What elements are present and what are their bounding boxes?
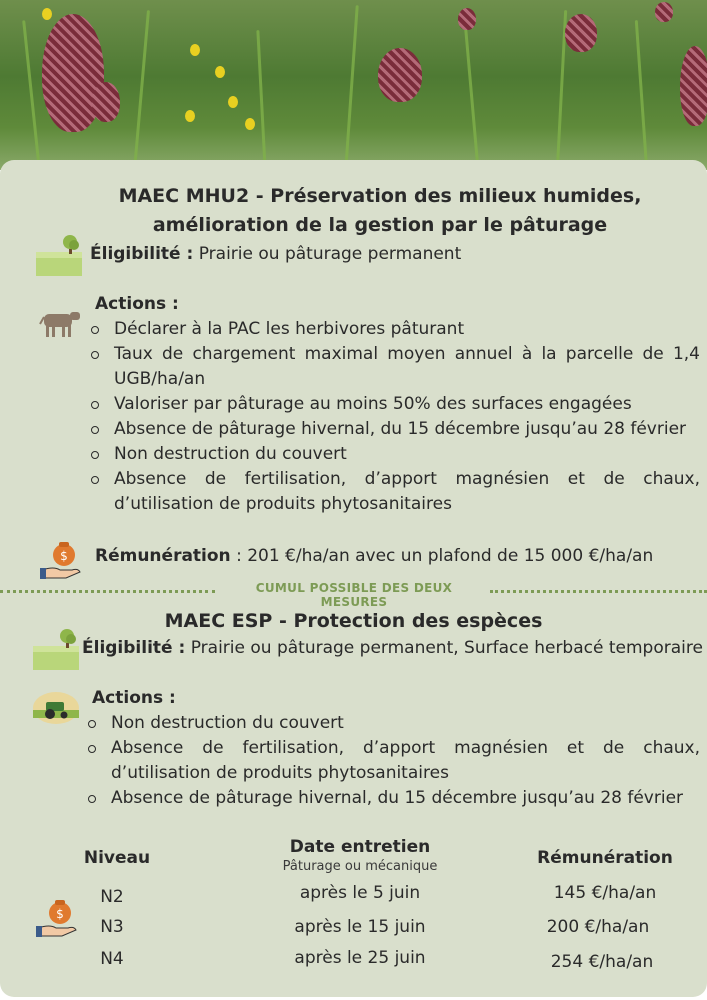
svg-text:$: $ <box>56 907 64 921</box>
cow-icon <box>38 308 82 338</box>
table-cell-niveau: N2 <box>100 887 124 907</box>
divider-left <box>0 590 215 593</box>
list-item: Absence de pâturage hivernal, du 15 décembre jusqu’au 28 février <box>83 786 700 811</box>
list-item: Taux de chargement maximal moyen annuel à la parcelle de 1,4 UGB/ha/an <box>86 342 700 392</box>
list-item: Absence de fertilisation, d’apport magnésien et de chaux, d’utilisation de produits phytosanitaires <box>86 467 700 517</box>
esp-title: MAEC ESP - Protection des espèces <box>164 610 543 632</box>
mhu2-eligibility: Éligibilité : Prairie ou pâturage permanent <box>90 244 462 264</box>
esp-actions-label: Actions : <box>92 688 176 708</box>
table-header-date: Date entretien <box>289 837 431 857</box>
table-header-date-sub: Pâturage ou mécanique <box>282 859 438 874</box>
list-item: Non destruction du couvert <box>83 711 700 736</box>
mhu2-title: MAEC MHU2 - Préservation des milieux humides, amélioration de la gestion par le pâturage <box>118 185 642 236</box>
table-cell-remuneration: 145 €/ha/an <box>553 883 657 903</box>
table-cell-date: après le 15 juin <box>294 917 426 937</box>
mhu2-remuneration: Rémunération : 201 €/ha/an avec un plafond de 15 000 €/ha/an <box>95 546 654 566</box>
list-item: Non destruction du couvert <box>86 442 700 467</box>
meadow-icon <box>36 234 82 276</box>
money-bag-hand-icon <box>36 898 78 938</box>
tractor-field-icon <box>32 690 80 726</box>
table-cell-date: après le 25 juin <box>294 948 426 968</box>
table-header-remuneration: Rémunération <box>537 848 673 868</box>
table-cell-niveau: N4 <box>100 949 124 969</box>
table-header-niveau: Niveau <box>83 848 151 868</box>
table-cell-remuneration: 200 €/ha/an <box>546 917 650 937</box>
table-cell-niveau: N3 <box>100 917 124 937</box>
list-item: Absence de fertilisation, d’apport magnésien et de chaux, d’utilisation de produits phytosanitaires <box>83 736 700 786</box>
mhu2-actions-list <box>86 317 700 517</box>
divider-right <box>490 590 707 593</box>
table-cell-remuneration: 254 €/ha/an <box>550 952 654 972</box>
esp-actions-list <box>83 711 700 811</box>
table-cell-date: après le 5 juin <box>299 883 421 903</box>
mhu2-actions-label: Actions : <box>95 294 179 314</box>
list-item: Absence de pâturage hivernal, du 15 décembre jusqu’au 28 février <box>86 417 700 442</box>
meadow-icon <box>33 628 79 670</box>
divider-cumul-text: CUMUL POSSIBLE DES DEUX MESURES <box>255 581 453 609</box>
list-item: Déclarer à la PAC les herbivores pâturant <box>86 317 700 342</box>
money-bag-hand-icon <box>40 540 82 580</box>
svg-text:$: $ <box>60 549 68 563</box>
list-item: Valoriser par pâturage au moins 50% des surfaces engagées <box>86 392 700 417</box>
header-photo <box>0 0 707 170</box>
esp-eligibility: Éligibilité : Prairie ou pâturage permanent, Surface herbacé temporaire <box>82 638 703 658</box>
